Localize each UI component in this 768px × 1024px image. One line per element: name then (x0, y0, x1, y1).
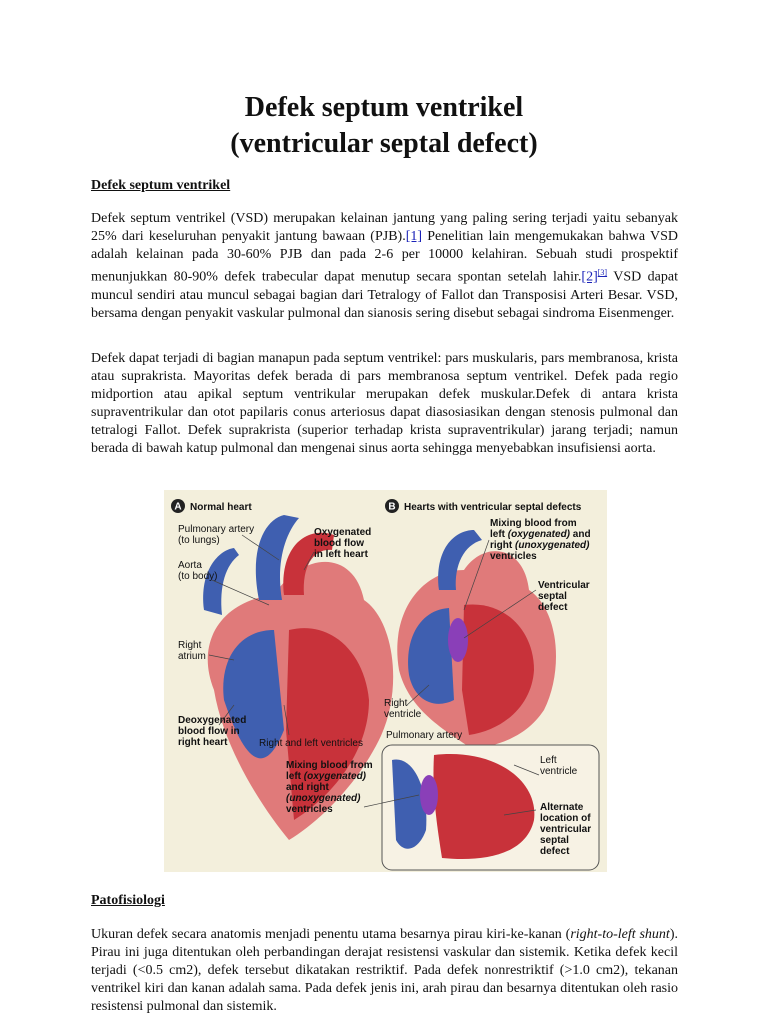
label-alternate-location: defect (540, 846, 570, 857)
label-deoxygenated: Deoxygenated (178, 715, 247, 726)
label-left-ventricle: Left (540, 755, 557, 766)
label-mixing-blood: and right (286, 782, 329, 793)
label-b-mixing: right (unoxygenated) (490, 540, 590, 551)
document-title (0, 90, 768, 162)
label-aorta: Aorta (178, 560, 202, 571)
label-alternate-location: ventricular (540, 824, 592, 835)
label-deoxygenated: right heart (178, 737, 228, 748)
citation-link-2[interactable]: [2] (581, 269, 598, 285)
label-mixing-blood: left (oxygenated) (286, 771, 367, 782)
label-b-mixing: ventricles (490, 551, 537, 562)
paragraph-patofisiologi (91, 926, 678, 1016)
label-b-mixing: left (oxygenated) and (490, 529, 591, 540)
label-mixing-blood: ventricles (286, 804, 333, 815)
paragraph-text: Penelitian lain mengemukakan bahwa VSD adalah kelainan pada 30-60% PJB dan pada 2-6 per 10000 kelahiran. Sebuah studi prospektif menunjukkan 80-90% defek trabecular dapat menutup secara spontan setelah lahir. (91, 229, 679, 285)
paragraph-text: Defek septum ventrikel (VSD) merupakan kelainan jantung yang paling sering terjadi yaitu sebanyak 25% dari keseluruhan penyakit jantung bawaan (PJB). (91, 211, 678, 244)
vsd-heart-illustration (164, 490, 607, 872)
label-ventricles: Right and left ventricles (259, 738, 363, 749)
paragraph-intro (91, 210, 678, 323)
label-aorta-sub: (to body) (178, 571, 218, 582)
label-oxygenated: Oxygenated (314, 527, 372, 538)
title-line-2: (ventricular septal defect) (230, 128, 538, 159)
label-oxygenated: in left heart (314, 549, 368, 560)
paragraph-text: ). Pirau ini juga ditentukan oleh perbandingan derajat resistensi vaskular dan sistemik. Ketika defek kecil terjadi (<0.5 cm2), defek tersebut dikatakan restriktif. Pada defek nonrestriktif (>1.0 cm2), tekanan ventrikel kiri dan kanan adalah sama. Pada defek jenis ini, arah pirau dan besarnya ditentukan oleh rasio resistensi pulmonal dan sistemik. (91, 927, 678, 1014)
citation-link-3[interactable]: [3] (597, 268, 608, 277)
label-right-ventricle: ventricle (384, 709, 422, 720)
label-b-mixing: Mixing blood from (490, 518, 577, 529)
panel-b-title: Hearts with ventricular septal defects (404, 502, 582, 513)
label-pulmonary-artery-sub: (to lungs) (178, 535, 220, 546)
panel-b-badge: B (388, 501, 396, 513)
paragraph-defect-location: Defek dapat terjadi di bagian manapun pada septum ventrikel: pars muskularis, pars membranosa, krista atau suprakrista. Mayoritas defek berada di pars membranosa septum ventrikel. Defek pada regio midportion atau apikal septum ventrikular merupakan defek muskular.Defek di antara krista supraventrikular dan otot papilaris conus arteriosus dapat diasosiasikan dengan stenosis pulmonal dan tetralogi Fallot. Defek suprakrista (superior terhadap krista supraventrikular) jarang terjadi; namun berada di bawah katup pulmonal dan mengenai sinus aorta sehingga menyebabkan insufisiensi aorta. (91, 351, 678, 456)
label-vsd: defect (538, 602, 568, 613)
paragraph-text: VSD dapat muncul sendiri atau muncul sebagai bagian dari Tetralogy of Fallot dan Transposisi Arteri Besar. VSD, bersama dengan penyakit vaskular pulmonal dan sianosis sering disebut sebagai sindroma Eisenmenger. (91, 269, 678, 321)
panel-a-badge: A (174, 501, 182, 513)
label-mixing-blood: (unoxygenated) (286, 793, 361, 804)
panel-b-header (385, 499, 582, 513)
label-pulmonary-artery: Pulmonary artery (178, 524, 255, 535)
label-right-atrium: atrium (178, 651, 206, 662)
label-alternate-location: location of (540, 813, 591, 824)
panel-a-title: Normal heart (190, 502, 252, 513)
paragraph-text: Ukuran defek secara anatomis menjadi penentu utama besarnya pirau kiri-ke-kanan ( (91, 927, 571, 942)
label-vsd: septal (538, 591, 567, 602)
label-alternate-location: Alternate (540, 802, 584, 813)
label-vsd: Ventricular (538, 580, 590, 591)
emphasis-term: right-to-left shunt (570, 927, 670, 942)
label-right-ventricle: Right (384, 698, 408, 709)
title-line-1: Defek septum ventrikel (244, 92, 524, 123)
citation-link-1[interactable]: [1] (405, 229, 423, 244)
label-deoxygenated: blood flow in (178, 726, 240, 737)
label-oxygenated: blood flow (314, 538, 364, 549)
label-alternate-location: septal (540, 835, 569, 846)
label-mixing-blood: Mixing blood from (286, 760, 373, 771)
section-heading-patofisiologi: Patofisiologi (91, 893, 165, 908)
label-left-ventricle: ventricle (540, 766, 578, 777)
section-heading-vsd: Defek septum ventrikel (91, 178, 231, 193)
label-b-pulmonary-artery: Pulmonary artery (386, 730, 463, 741)
label-right-atrium: Right (178, 640, 202, 651)
